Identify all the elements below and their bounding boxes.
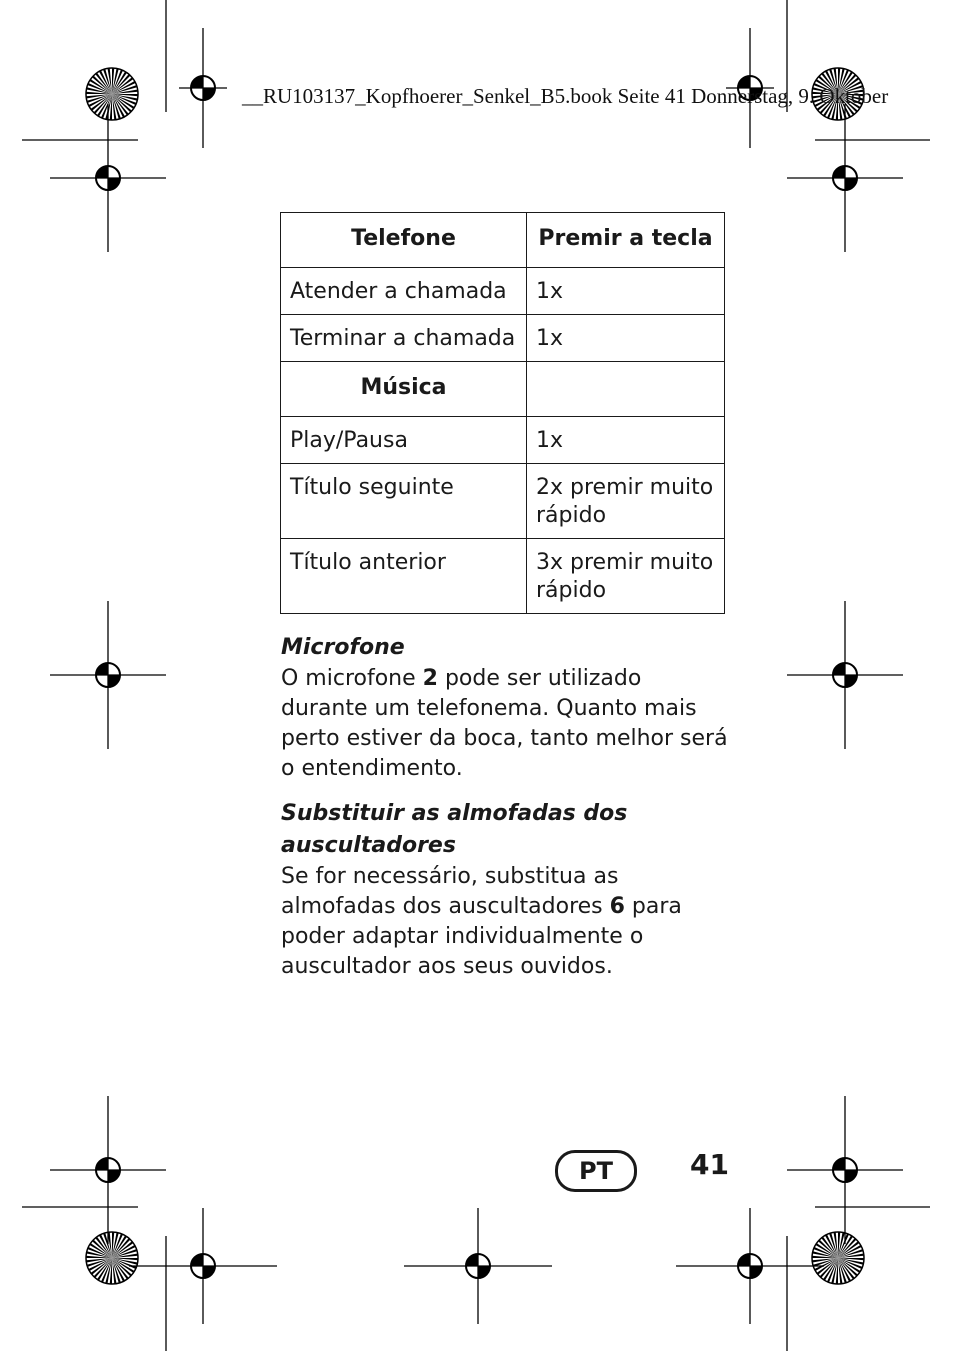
crosshair-quadrant	[750, 1266, 762, 1278]
table-row	[281, 268, 725, 315]
paragraph-text: O microfone	[281, 666, 423, 691]
crosshair-quadrant	[833, 166, 845, 178]
table-cell: Atender a chamada	[281, 268, 527, 315]
crosshair-quadrant	[845, 1170, 857, 1182]
table-header-cell: Telefone	[281, 213, 527, 268]
component-reference: 6	[609, 894, 625, 919]
ear-pads-section	[281, 798, 731, 982]
paragraph-text: Se for necessário, substitua as almofadas dos auscultadores	[281, 864, 619, 919]
table-cell: 1x	[527, 417, 725, 464]
crosshair-quadrant	[96, 166, 108, 178]
language-badge: PT	[555, 1150, 637, 1192]
crosshair-quadrant	[478, 1266, 490, 1278]
table-cell: Título anterior	[281, 539, 527, 614]
table-header-row	[281, 213, 725, 268]
section-paragraph	[281, 664, 731, 784]
table-cell: 3x premir muito rápido	[527, 539, 725, 614]
table-row	[281, 539, 725, 614]
crosshair-quadrant	[833, 663, 845, 675]
table-cell: Terminar a chamada	[281, 315, 527, 362]
section-paragraph	[281, 862, 731, 982]
page-number: 41	[690, 1148, 729, 1181]
crosshair-quadrant	[738, 1254, 750, 1266]
section-heading: Microfone	[281, 635, 405, 660]
crosshair-quadrant	[96, 1158, 108, 1170]
table-cell: 2x premir muito rápido	[527, 464, 725, 539]
print-file-header: __RU103137_Kopfhoerer_Senkel_B5.book Seite 41 Donnerstag, 9. Oktober	[242, 84, 889, 108]
crosshair-quadrant	[191, 76, 203, 88]
crosshair-quadrant	[108, 675, 120, 687]
crosshair-quadrant	[833, 1158, 845, 1170]
crosshair-quadrant	[466, 1254, 478, 1266]
crosshair-quadrant	[845, 675, 857, 687]
microphone-section	[281, 632, 731, 784]
table-row	[281, 315, 725, 362]
crosshair-quadrant	[203, 88, 215, 100]
table-section-row	[281, 362, 725, 417]
component-reference: 2	[422, 666, 438, 691]
table-cell: 1x	[527, 315, 725, 362]
table-cell: 1x	[527, 268, 725, 315]
table-cell: Play/Pausa	[281, 417, 527, 464]
table-header-cell: Premir a tecla	[527, 213, 725, 268]
paragraph-text: para poder adaptar individualmente o auscultador aos seus ouvidos.	[281, 894, 682, 979]
table-row	[281, 464, 725, 539]
crosshair-quadrant	[108, 178, 120, 190]
section-heading: Substituir as almofadas dos auscultadores	[281, 801, 628, 858]
crosshair-quadrant	[96, 663, 108, 675]
table-section-title: Música	[281, 362, 527, 417]
crosshair-quadrant	[108, 1170, 120, 1182]
paragraph-text: pode ser utilizado durante um telefonema. Quanto mais perto estiver da boca, tanto melhor será o entendimento.	[281, 666, 728, 781]
button-function-table	[280, 212, 725, 614]
crosshair-quadrant	[191, 1254, 203, 1266]
table-row	[281, 417, 725, 464]
crosshair-quadrant	[845, 178, 857, 190]
table-cell: Título seguinte	[281, 464, 527, 539]
table-cell	[527, 362, 725, 417]
crosshair-quadrant	[203, 1266, 215, 1278]
